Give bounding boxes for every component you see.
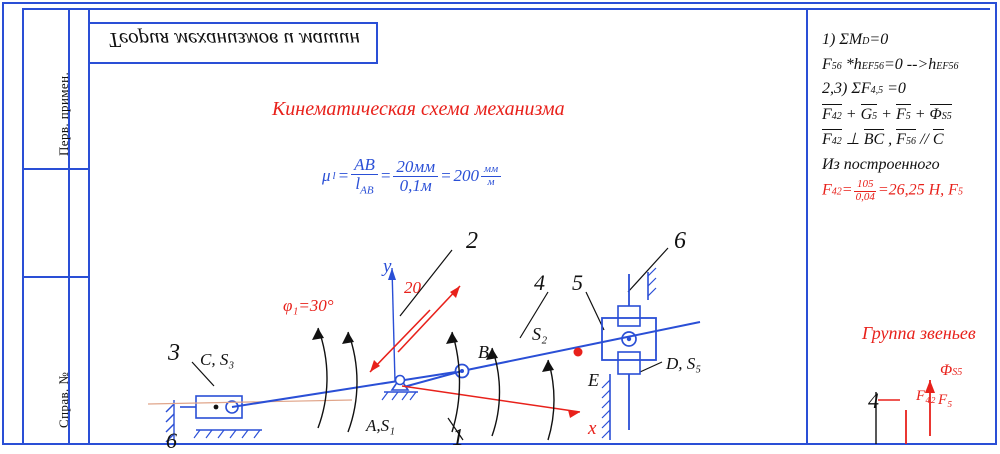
label-link-5: 5 xyxy=(572,270,583,295)
label-link-4: 4 xyxy=(534,270,545,295)
phi-sub: S5 xyxy=(952,367,963,378)
label-point-a-s1: A,S₁ xyxy=(366,416,396,435)
label-point-b: B xyxy=(478,342,489,362)
force-diagram-label-f5: F₅ xyxy=(938,392,953,408)
link-2-direction xyxy=(370,286,460,372)
stamp-label-perv-primen: Перв. примен. xyxy=(56,71,71,156)
label-axis-y: y xyxy=(383,256,392,277)
label-point-e: E xyxy=(588,370,599,390)
label-angle-20: 20 xyxy=(404,278,421,297)
scale-units-num: мм xyxy=(481,164,501,177)
axis-y-line xyxy=(388,268,396,382)
calc-line-6: Из построенного xyxy=(822,155,940,173)
den-l: l xyxy=(355,173,361,193)
label-phi1: φ₁=30° xyxy=(283,296,334,315)
scale-units-den: м xyxy=(487,175,495,188)
den-l-sub: AB xyxy=(360,184,374,197)
label-link-6-bottom: 6 xyxy=(166,428,177,453)
label-axis-x: x xyxy=(588,418,597,439)
scheme-title: Кинематическая схема механизма xyxy=(272,98,565,120)
mu-subscript: l xyxy=(332,170,336,183)
force-diagram-label-4: 4 xyxy=(868,388,879,413)
calc-line-2: F56 *hEF56=0 -->hEF56 xyxy=(822,55,959,73)
label-point-d-s5: D, S₅ xyxy=(666,354,702,373)
fraction-numerator-20mm: 20мм xyxy=(393,158,438,177)
force-diagram-label-phis5 xyxy=(940,362,962,380)
calc-line-7: F42= $\frac{105}{0,04}$ =26,25 Н, F5 xyxy=(822,178,963,203)
eq-1: = xyxy=(337,166,350,186)
scale-result: 200 xyxy=(453,166,480,186)
eq-3: = xyxy=(440,166,452,186)
stamp-label-sprav-no: Справ. № xyxy=(56,371,71,428)
label-point-s2: S₂ xyxy=(532,324,548,344)
point-s2-marker xyxy=(574,348,583,357)
label-link-6-top: 6 xyxy=(674,228,686,254)
mu-symbol: μ xyxy=(322,166,331,186)
fraction-denominator-01m: 0,1м xyxy=(399,175,432,195)
calc-line-1: 1) ΣMD=0 xyxy=(822,31,889,48)
force-diagram-label-f42: F₄₂ xyxy=(916,388,936,404)
phi-glyph: Φ xyxy=(940,362,953,379)
label-link-2: 2 xyxy=(466,228,478,254)
label-link-3: 3 xyxy=(168,340,180,366)
crank-1 xyxy=(382,371,462,400)
calc-line-3: 2,3) ΣF4,5 =0 xyxy=(822,80,906,98)
fraction-numerator-ab: AB xyxy=(351,156,378,175)
angle-arcs xyxy=(312,328,554,440)
calculations-panel xyxy=(822,30,1000,208)
label-link-1: 1 xyxy=(452,425,464,451)
group-title: Группа звеньев xyxy=(862,323,976,343)
eq-2: = xyxy=(379,166,392,186)
document-title: Теория механизмов и машин xyxy=(108,28,360,52)
calc-line-5: F42 ⊥ BC , F56 // C xyxy=(822,131,944,149)
calc-line-4: F42 + G5 + F5 + ΦS5 xyxy=(822,105,952,123)
label-point-c-s3: C, S₃ xyxy=(200,350,235,369)
